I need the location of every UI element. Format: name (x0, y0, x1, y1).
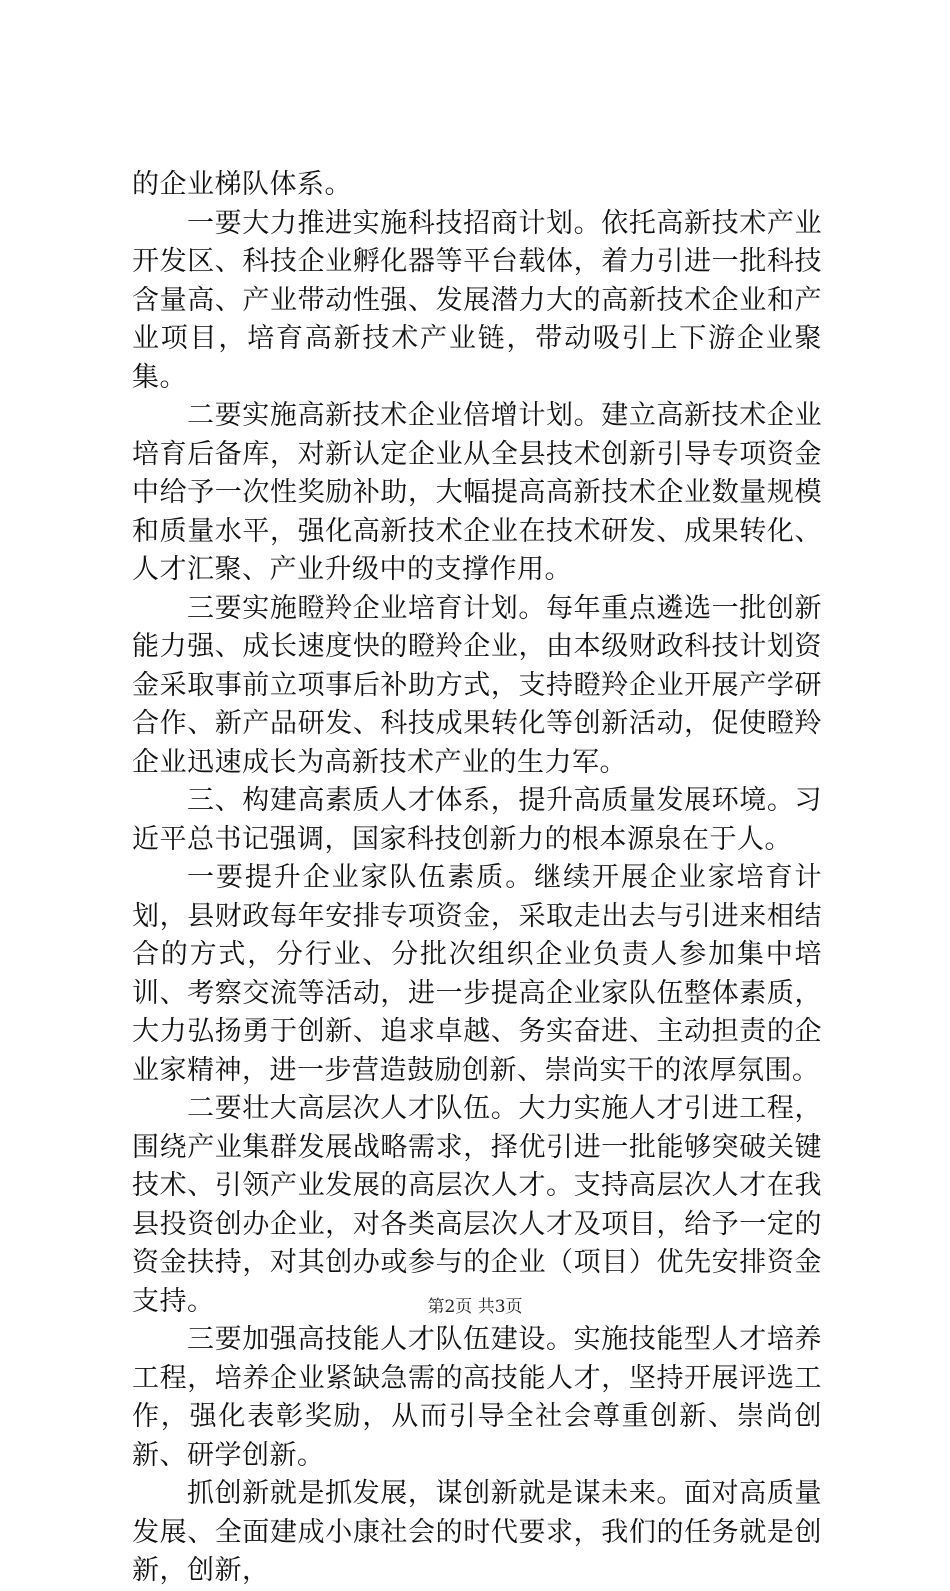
paragraph-8: 三要加强高技能人才队伍建设。实施技能型人才培养工程，培养企业紧缺急需的高技能人才，坚持开展评选工作，强化表彰奖励，从而引导全社会尊重创新、崇尚创新、研学创新。 (132, 1324, 822, 1471)
paragraph-5: 三、构建高素质人才体系，提升高质量发展环境。习近平总书记强调，国家科技创新力的根本源泉在于人。 (132, 785, 822, 855)
paragraph-9: 抓创新就是抓发展，谋创新就是谋未来。面对高质量发展、全面建成小康社会的时代要求，我们的任务就是创新，创新， (132, 1478, 822, 1586)
paragraph-7: 二要壮大高层次人才队伍。大力实施人才引进工程，围绕产业集群发展战略需求，择优引进一批能够突破关键技术、引领产业发展的高层次人才。支持高层次人才在我县投资创办企业，对各类高层次人才及项目，给予一定的资金扶持，对其创办或参与的企业（项目）优先安排资金支持。 (132, 1093, 822, 1317)
paragraph-6: 一要提升企业家队伍素质。继续开展企业家培育计划，县财政每年安排专项资金，采取走出去与引进来相结合的方式，分行业、分批次组织企业负责人参加集中培训、考察交流等活动，进一步提高企业家队伍整体素质，大力弘扬勇于创新、追求卓越、务实奋进、主动担责的企业家精神，进一步营造鼓励创新、崇尚实干的浓厚氛围。 (132, 862, 822, 1086)
paragraph-2: 一要大力推进实施科技招商计划。依托高新技术产业开发区、科技企业孵化器等平台载体，着力引进一批科技含量高、产业带动性强、发展潜力大的高新技术企业和产业项目，培育高新技术产业链，带动吸引上下游企业聚集。 (132, 207, 822, 393)
paragraph-3: 二要实施高新技术企业倍增计划。建立高新技术企业培育后备库，对新认定企业从全县技术创新引导专项资金中给予一次性奖励补助，大幅提高高新技术企业数量规模和质量水平，强化高新技术企业在技术研发、成果转化、人才汇聚、产业升级中的支撑作用。 (132, 400, 822, 585)
document-body (132, 166, 822, 1591)
paragraph-1: 的企业梯队体系。 (132, 169, 352, 200)
paragraph-4: 三要实施瞪羚企业培育计划。每年重点遴选一批创新能力强、成长速度快的瞪羚企业，由本级财政科技计划资金采取事前立项事后补助方式，支持瞪羚企业开展产学研合作、新产品研发、科技成果转化等创新活动，促使瞪羚企业迅速成长为高新技术产业的生力军。 (132, 592, 822, 778)
page-number-footer: 第2页 共3页 (427, 1297, 523, 1317)
